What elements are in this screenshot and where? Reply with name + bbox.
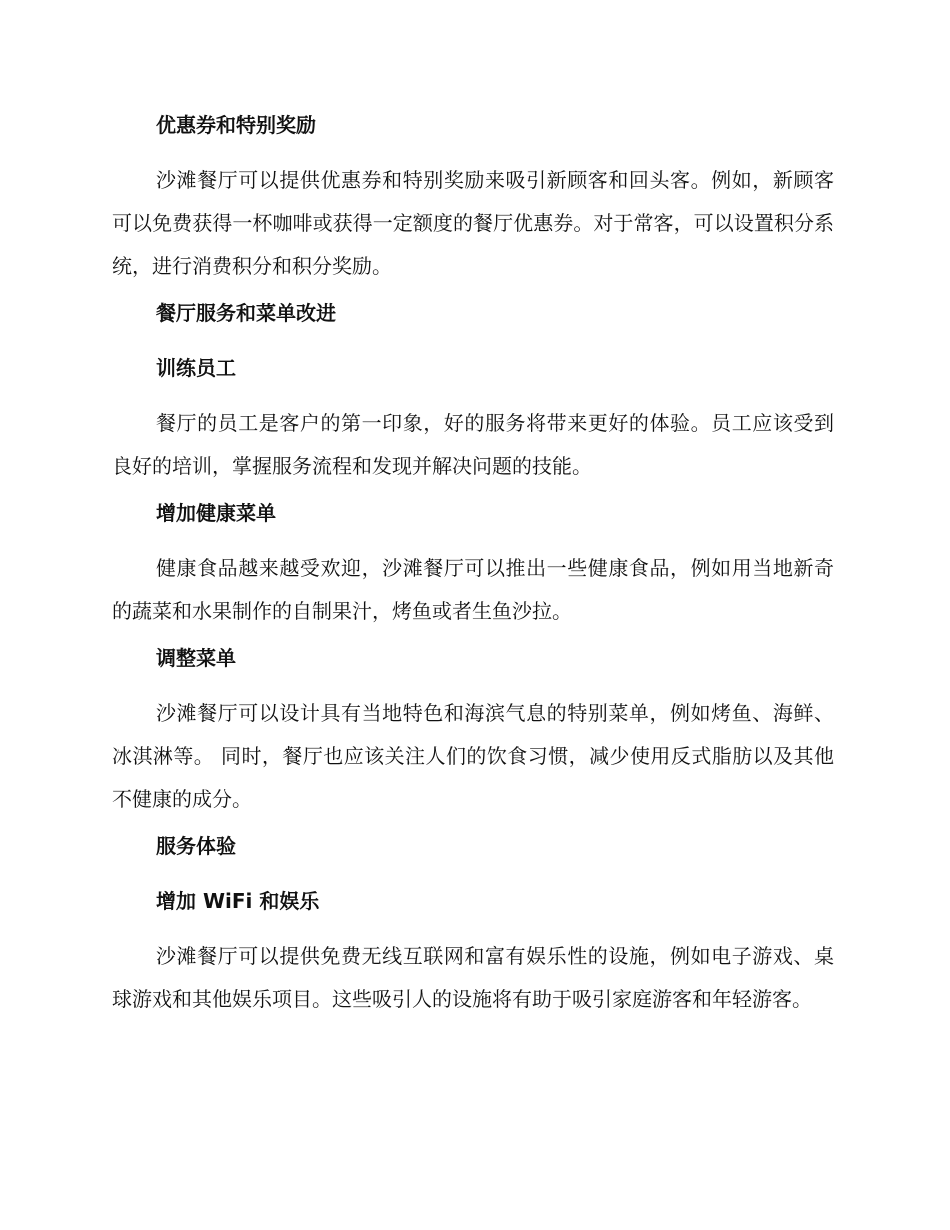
paragraph-train-staff: 餐厅的员工是客户的第一印象，好的服务将带来更好的体验。员工应该受到良好的培训，掌握服务流程和发现并解决问题的技能。 — [112, 411, 834, 478]
subheading-adjust-menu: 调整菜单 — [156, 646, 236, 670]
paragraph-wifi-entertainment: 沙滩餐厅可以提供免费无线互联网和富有娱乐性的设施，例如电子游戏、桌球游戏和其他娱乐项目。这些吸引人的设施将有助于吸引家庭游客和年轻游客。 — [112, 944, 834, 1011]
subheading-healthy-menu: 增加健康菜单 — [156, 501, 276, 525]
section-heading-coupons: 优惠券和特别奖励 — [156, 113, 316, 137]
section-heading-service-experience: 服务体验 — [156, 834, 236, 858]
section-heading-service-menu: 餐厅服务和菜单改进 — [156, 301, 336, 325]
paragraph-adjust-menu: 沙滩餐厅可以设计具有当地特色和海滨气息的特别菜单，例如烤鱼、海鲜、冰淇淋等。 同时，餐厅也应该关注人们的饮食习惯，减少使用反式脂肪以及其他不健康的成分。 — [112, 701, 834, 811]
paragraph-coupons: 沙滩餐厅可以提供优惠券和特别奖励来吸引新顾客和回头客。例如，新顾客可以免费获得一杯咖啡或获得一定额度的餐厅优惠券。对于常客，可以设置积分系统，进行消费积分和积分奖励。 — [112, 168, 834, 278]
subheading-wifi-entertainment: 增加 WiFi 和娱乐 — [156, 889, 320, 913]
subheading-train-staff: 训练员工 — [156, 356, 236, 380]
paragraph-healthy-menu: 健康食品越来越受欢迎，沙滩餐厅可以推出一些健康食品，例如用当地新奇的蔬菜和水果制作的自制果汁，烤鱼或者生鱼沙拉。 — [112, 556, 834, 623]
